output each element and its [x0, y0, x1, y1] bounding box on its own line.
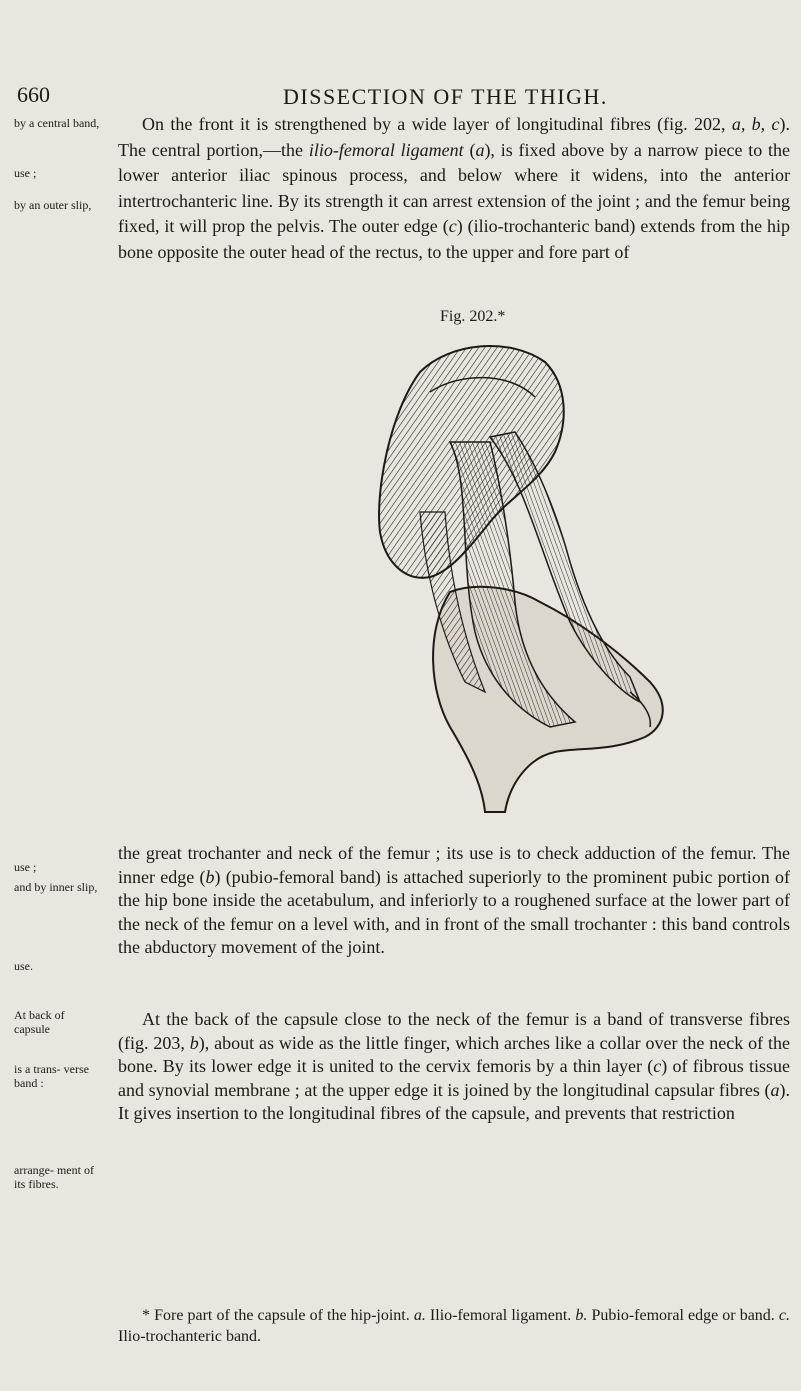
footnote-italic-3: c. [778, 1307, 790, 1324]
footnote [118, 1305, 790, 1347]
footnote-text-3: Pubio-femoral edge or band. [587, 1307, 779, 1324]
margin-note-inner-slip: and by inner slip, [14, 880, 98, 894]
p3-text-a: At the back of the capsule close to the neck of the femur is a band of transverse fibres (fig. 203, [118, 1009, 790, 1053]
footnote-text-1: * Fore part of the capsule of the hip-joint. [142, 1307, 414, 1324]
p3-text-d: ). It gives insertion to the longitudinal fibres of the capsule, and prevents that restriction [118, 1079, 790, 1123]
footnote-italic-1: a. [413, 1307, 426, 1324]
p1-text-e: ) (ilio-trochanteric band) extends from the hip bone opposite the outer head of the rectus, to the upper and fore part of [118, 216, 790, 262]
p3-italic-c: a [770, 1079, 780, 1100]
p1-text-d: ), is fixed above by a narrow piece to the lower anterior iliac spinous process, and below where it widens, into the anterior intertrochanteric line. By its strength it can arrest extension of the joint ; and the femur being fixed, it will prop the pelvis. The outer edge ( [118, 139, 791, 236]
p3-text-c: ) of fibrous tissue and synovial membrane ; at the upper edge it is joined by the longitudinal capsular fibres ( [118, 1056, 790, 1100]
margin-note-use-3: use. [14, 959, 33, 973]
footnote-italic-2: b. [575, 1307, 588, 1324]
p1-text-a: On the front it is strengthened by a wide layer of longitudinal fibres (fig. 202, [142, 114, 732, 134]
figure-caption: Fig. 202.* [440, 308, 506, 325]
p1-text-c: ( [463, 139, 476, 160]
margin-note-use-2: use ; [14, 860, 37, 874]
p1-italic-a: a, b, c [731, 114, 780, 134]
margin-note-transverse-band: is a trans- verse band : [14, 1062, 89, 1090]
p1-italic-b: ilio-femoral ligament [308, 139, 464, 160]
margin-note-use-1: use ; [14, 166, 37, 180]
margin-note-outer-slip: by an outer slip, [14, 198, 92, 212]
margin-note-central-band: by a central band, [14, 116, 100, 130]
p3-italic-b: c [653, 1056, 662, 1076]
paragraph-2 [118, 842, 790, 960]
p1-text-b: ). The central portion,—the [118, 114, 790, 160]
paragraph-3 [118, 1008, 790, 1126]
p1-italic-c: a [475, 139, 485, 160]
p2-text-b: ) (pubio-femoral band) is attached superiorly to the prominent pubic portion of the hip bone inside the acetabulum, and inferiorly to a roughened surface at the lower part of the neck of the femur on a level with, and in front of the small trochanter : this band controls the abductory movement of the joint. [118, 866, 790, 957]
page-number: 660 [17, 82, 50, 107]
margin-note-fibre-arrangement: arrange- ment of its fibres. [14, 1163, 94, 1191]
p1-italic-d: c [448, 216, 457, 236]
p3-italic-a: b [189, 1032, 199, 1053]
footnote-text-4: Ilio-trochanteric band. [118, 1328, 262, 1345]
margin-note-back-of-capsule: At back of capsule [14, 1008, 65, 1036]
p2-text-a: the great trochanter and neck of the femur ; its use is to check adduction of the femur. The inner edge ( [118, 843, 790, 887]
paragraph-1 [118, 112, 790, 265]
hip-joint-capsule-illustration [300, 332, 750, 822]
running-title: DISSECTION OF THE THIGH. [283, 84, 608, 109]
p3-text-b: ), about as wide as the little finger, which arches like a collar over the neck of the bone. By its lower edge it is united to the cervix femoris by a thin layer ( [118, 1032, 790, 1076]
footnote-text-2: Ilio-femoral ligament. [425, 1307, 576, 1324]
p2-italic-a: b [205, 866, 215, 887]
